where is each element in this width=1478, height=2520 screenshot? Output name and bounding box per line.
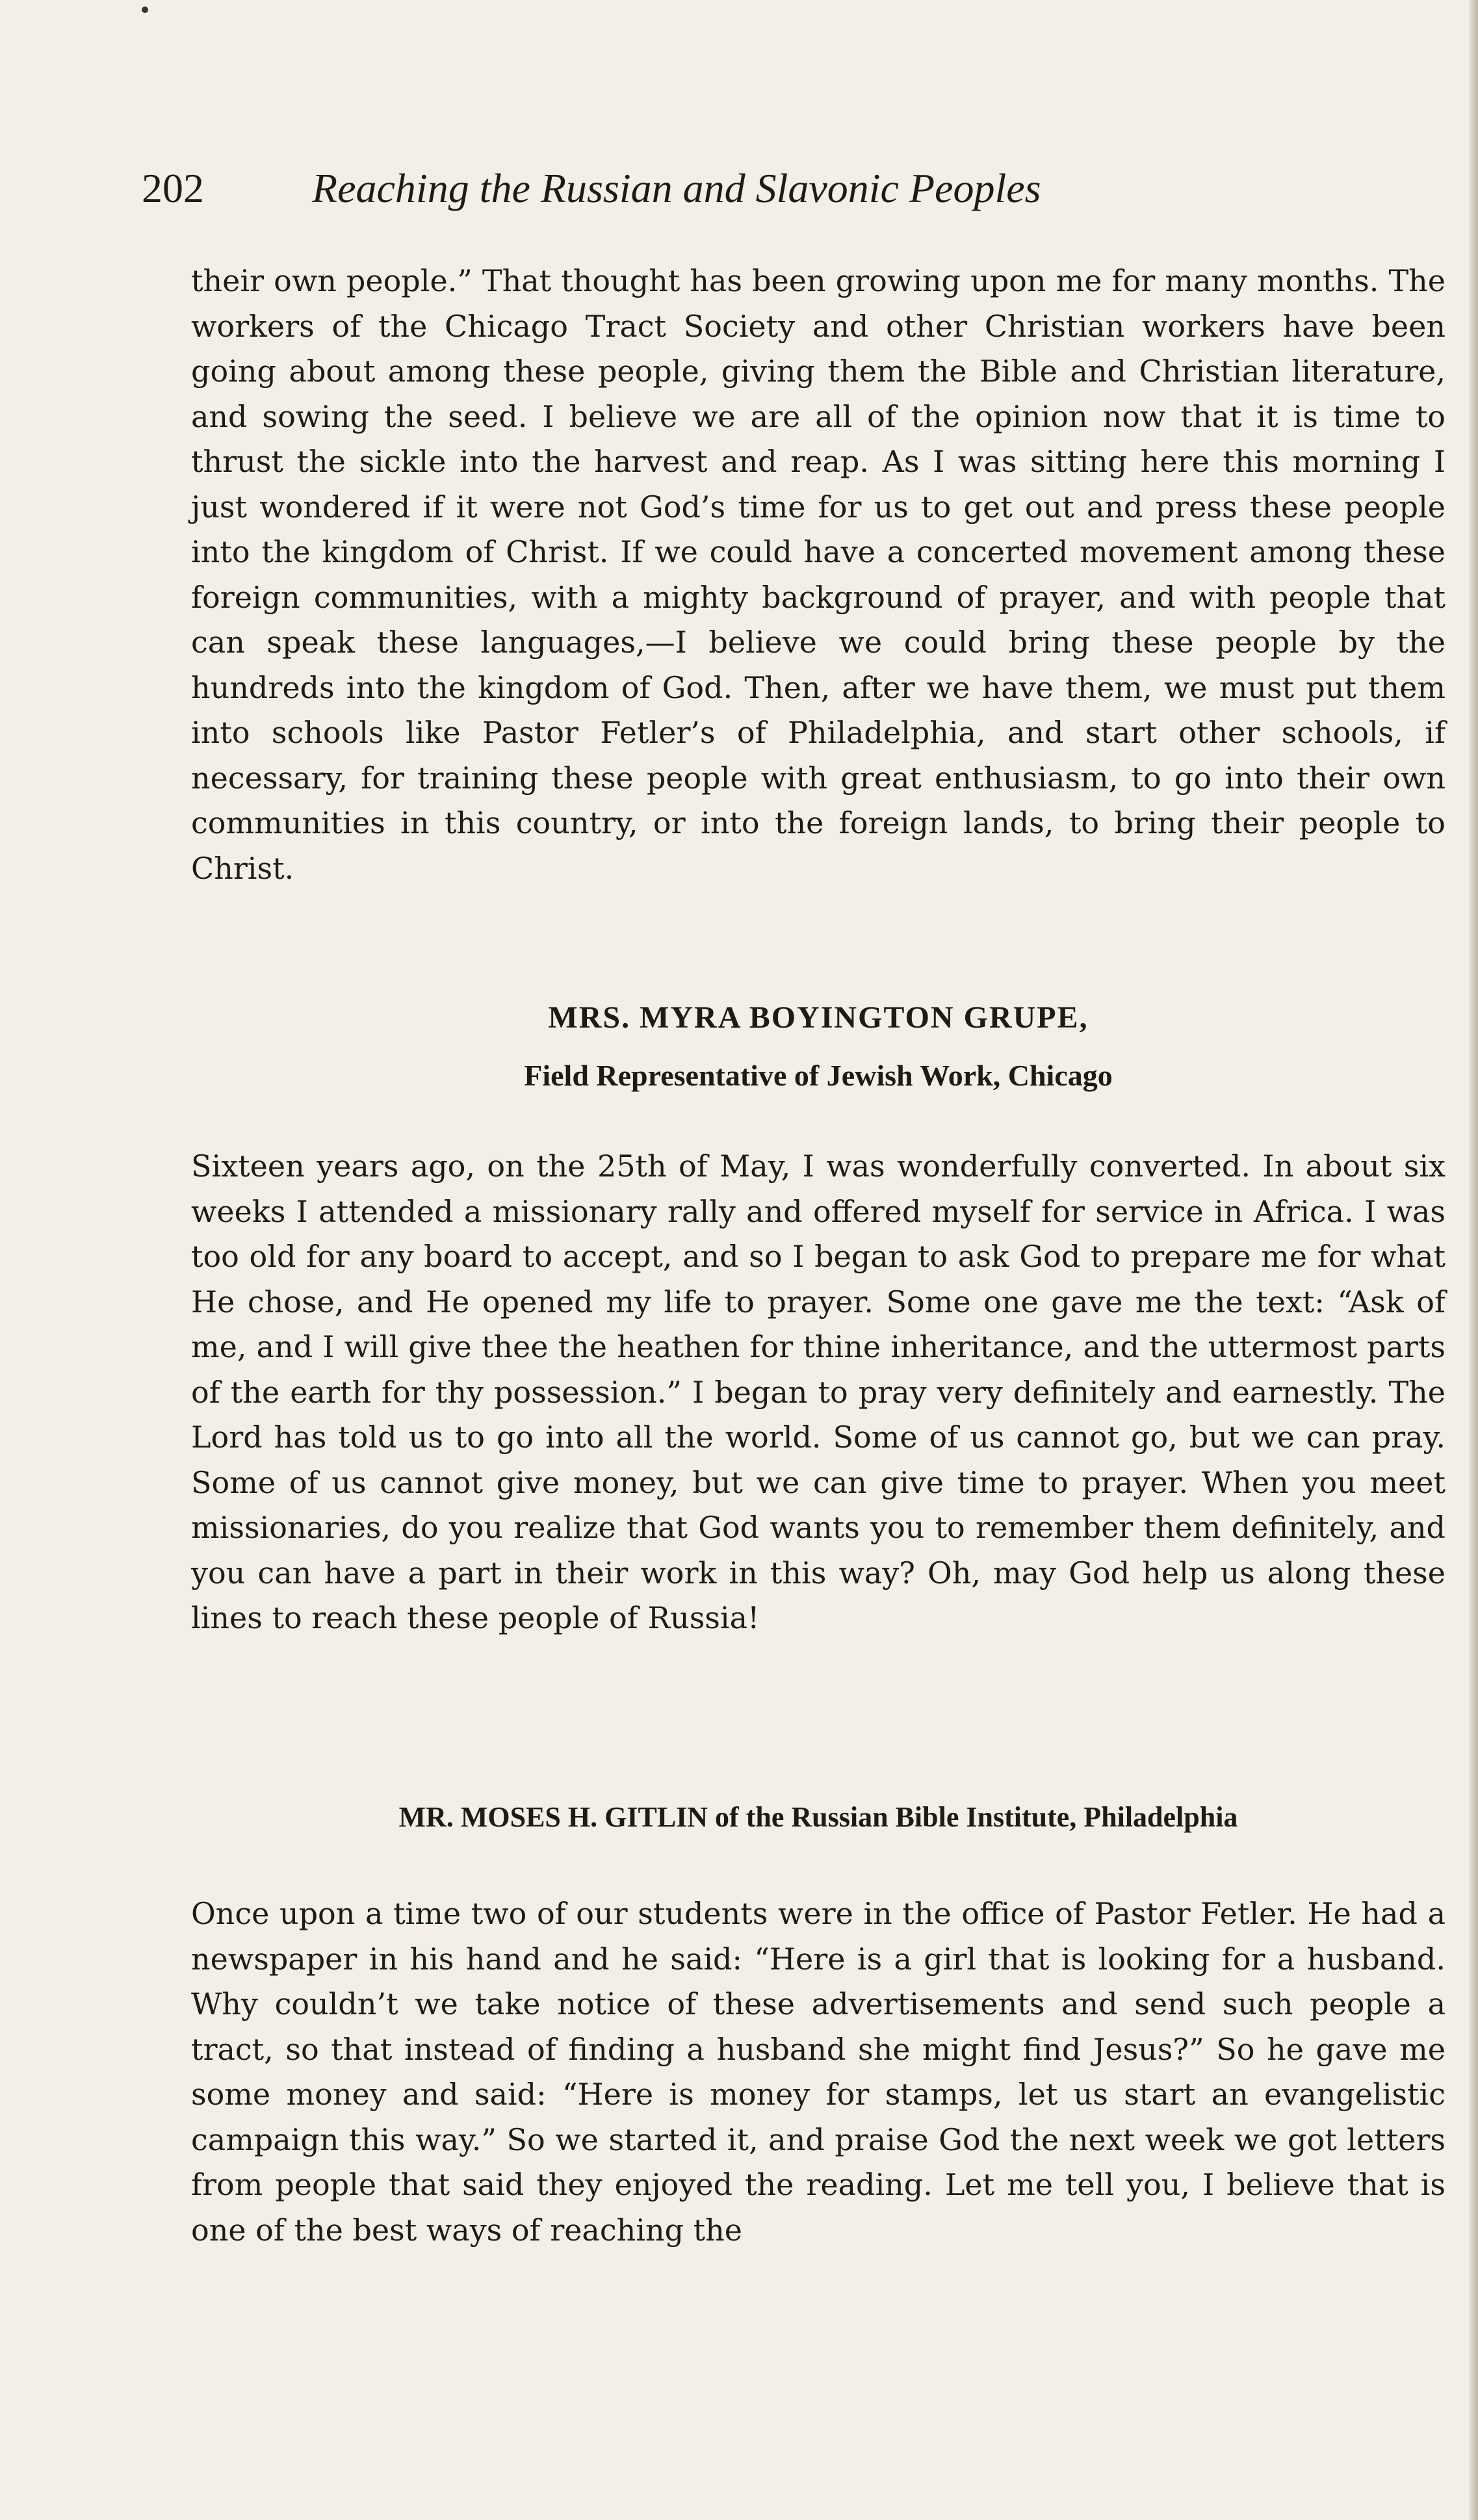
page-number: 202 — [142, 165, 204, 211]
section-grupe — [191, 1144, 1446, 1641]
stray-ink-dot — [142, 6, 148, 13]
speaker-heading-gitlin: MR. MOSES H. GITLIN of the Russian Bible Institute, Philadelphia — [398, 1801, 1238, 1833]
speaker-role-grupe: Field Representative of Jewish Work, Chicago — [524, 1059, 1113, 1092]
page-edge-shadow — [1469, 0, 1478, 2520]
speaker-heading-grupe: MRS. MYRA BOYINGTON GRUPE, — [548, 1000, 1089, 1035]
paragraph-gitlin: Once upon a time two of our students were in the office of Pastor Fetler. He had a newspaper in his hand and he said: “Here is a girl that is looking for a husband. Why couldn’t we take notice of these advertisements and send such people a tract, so that instead of finding a husband she might find Jesus?” So he gave me some money and said: “Here is money for stamps, let us start an evangelistic campaign this way.” So we started it, and praise God the next week we got letters from people that said they enjoyed the reading. Let me tell you, I believe that is one of the best ways of reaching the — [191, 1896, 1446, 2248]
paragraph-continuation: their own people.” That thought has been growing upon me for many months. The workers of the Chicago Tract Society and other Christian workers have been going about among these people, giving them the Bible and Christian literature, and sowing the seed. I believe we are all of the opinion now that it is time to thrust the sickle into the harvest and reap. As I was sitting here this morning I just wondered if it were not God’s time for us to get out and press these people into the kingdom of Christ. If we could have a concerted movement among these foreign communities, with a mighty background of prayer, and with people that can speak these languages,—I believe we could bring these people by the hundreds into the kingdom of God. Then, after we have them, we must put them into schools like Pastor Fetler’s of Philadelphia, and start other schools, if necessary, for training these people with great enthusiasm, to go into their own communities in this country, or into the foreign lands, to bring their people to Christ. — [191, 263, 1446, 886]
section-gitlin — [191, 1891, 1446, 2253]
paragraph-grupe: Sixteen years ago, on the 25th of May, I was wonderfully converted. In about six weeks I attended a missionary rally and offered myself for service in Africa. I was too old for any board to accept, and so I began to ask God to prepare me for what He chose, and He opened my life to prayer. Some one gave me the text: “Ask of me, and I will give thee the heathen for thine inheritance, and the uttermost parts of the earth for thy possession.” I began to pray very definitely and earnestly. The Lord has told us to go into all the world. Some of us cannot go, but we can pray. Some of us cannot give money, but we can give time to prayer. When you meet missionaries, do you realize that God wants you to remember them definitely, and you can have a part in their work in this way? Oh, may God help us along these lines to reach these people of Russia! — [191, 1149, 1446, 1635]
running-head — [142, 161, 1247, 216]
section-continuation — [191, 259, 1446, 891]
book-title: Reaching the Russian and Slavonic Peoples — [312, 165, 1041, 211]
